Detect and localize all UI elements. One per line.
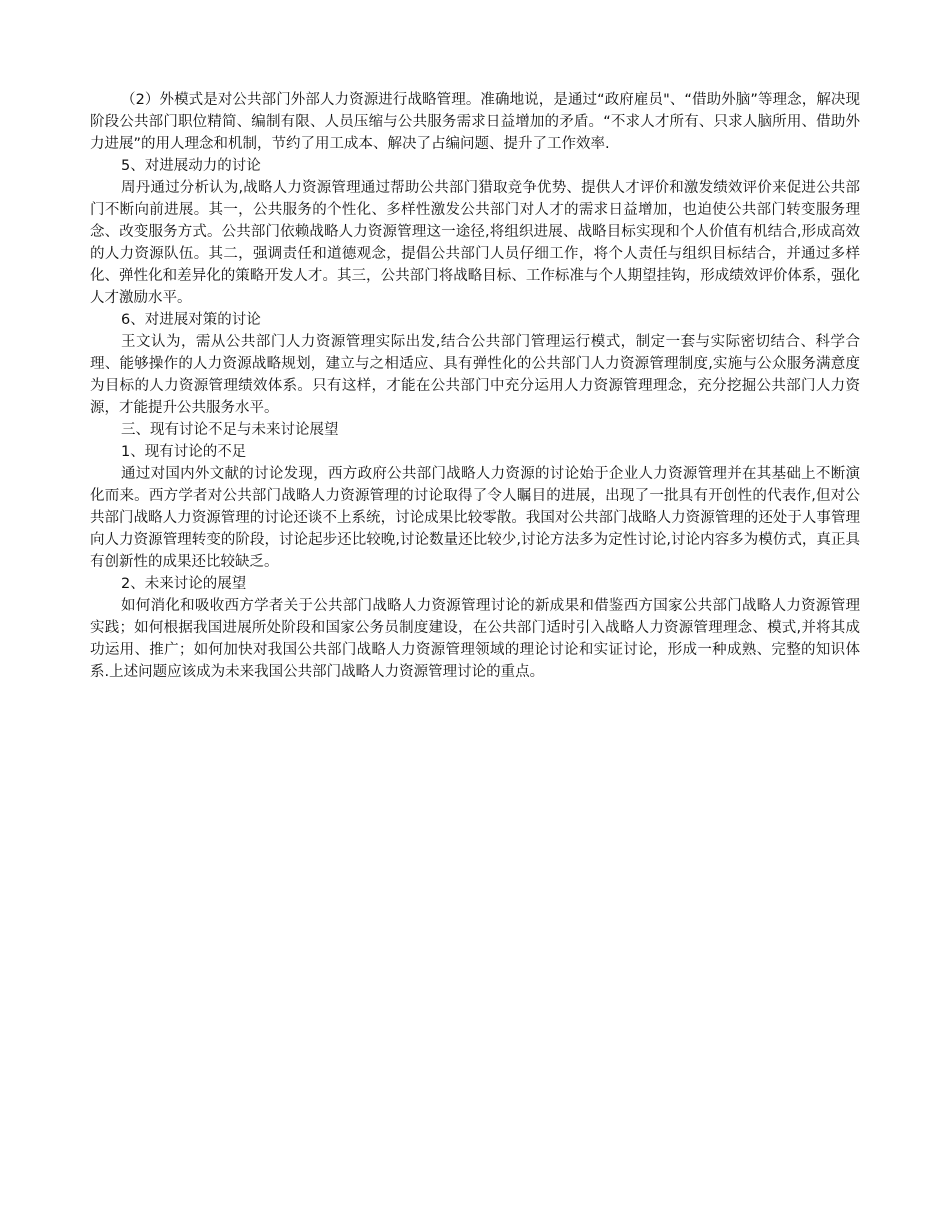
paragraph-future-outlook: 如何消化和吸收西方学者关于公共部门战略人力资源管理讨论的新成果和借鉴西方国家公共部门战略人力资源管理实践；如何根据我国进展所处阶段和国家公务员制度建设，在公共部门适时引入战略人力资源管理理念、模式,并将其成功运用、推广；如何加快对我国公共部门战略人力资源管理领域的理论讨论和实证讨论，形成一种成熟、完整的知识体系.上述问题应该成为未来我国公共部门战略人力资源管理讨论的重点。 <box>90 598 860 680</box>
paragraph-outer-mode: （2）外模式是对公共部门外部人力资源进行战略管理。准确地说，是通过“政府雇员"、“借助外脑”等理念，解决现阶段公共部门职位精简、编制有限、人员压缩与公共服务需求日益增加的矛盾。“不求人才所有、只求人脑所用、借助外力进展”的用人理念和机制，节约了用工成本、解决了占编问题、提升了工作效率. <box>90 92 860 152</box>
document-page <box>90 89 860 683</box>
heading-section-three: 三、现有讨论不足与未来讨论展望 <box>121 422 339 438</box>
heading-future-outlook: 2、未来讨论的展望 <box>121 576 247 592</box>
heading-development-motivation: 5、对进展动力的讨论 <box>121 158 261 174</box>
heading-development-countermeasures: 6、对进展对策的讨论 <box>121 312 261 328</box>
heading-existing-shortcomings: 1、现有讨论的不足 <box>121 444 247 460</box>
paragraph-development-motivation: 周丹通过分析认为,战略人力资源管理通过帮助公共部门猎取竞争优势、提供人才评价和激发绩效评价来促进公共部门不断向前进展。其一，公共服务的个性化、多样性激发公共部门对人才的需求日益增加，也迫使公共部门转变服务理念、改变服务方式。公共部门依赖战略人力资源管理这一途径,将组织进展、战略目标实现和个人价值有机结合,形成高效的人力资源队伍。其二，强调责任和道德观念，提倡公共部门人员仔细工作，将个人责任与组织目标结合，并通过多样化、弹性化和差异化的策略开发人才。其三，公共部门将战略目标、工作标准与个人期望挂钩，形成绩效评价体系，强化人才激励水平。 <box>90 180 860 306</box>
paragraph-existing-shortcomings: 通过对国内外文献的讨论发现，西方政府公共部门战略人力资源的讨论始于企业人力资源管理并在其基础上不断演化而来。西方学者对公共部门战略人力资源管理的讨论取得了令人瞩目的进展，出现了一批具有开创性的代表作,但对公共部门战略人力资源管理的讨论还谈不上系统，讨论成果比较零散。我国对公共部门战略人力资源管理的还处于人事管理向人力资源管理转变的阶段，讨论起步还比较晚,讨论数量还比较少,讨论方法多为定性讨论,讨论内容多为模仿式，真正具有创新性的成果还比较缺乏。 <box>90 466 860 570</box>
paragraph-development-countermeasures: 王文认为，需从公共部门人力资源管理实际出发,结合公共部门管理运行模式，制定一套与实际密切结合、科学合理、能够操作的人力资源战略规划，建立与之相适应、具有弹性化的公共部门人力资源管理制度,实施与公众服务满意度为目标的人力资源管理绩效体系。只有这样，才能在公共部门中充分运用人力资源管理理念，充分挖掘公共部门人力资源，才能提升公共服务水平。 <box>90 334 860 416</box>
